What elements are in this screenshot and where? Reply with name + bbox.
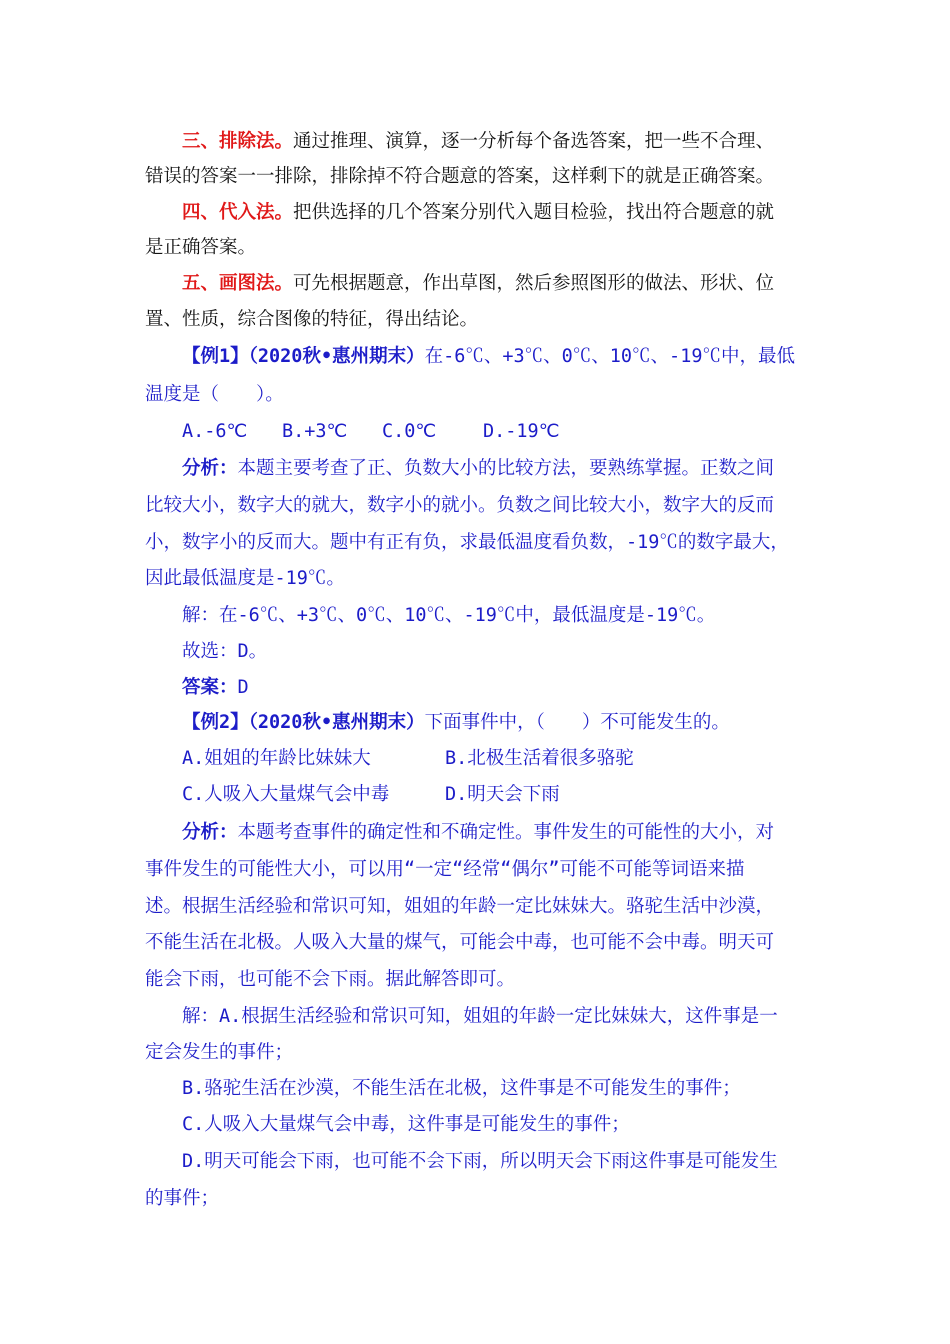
- example-2-analysis-line-4: 不能生活在北极。人吸入大量的煤气，可能会中毒，也可能不会中毒。明天可: [145, 932, 775, 953]
- example-2-solution-a-line-1: 解：A.根据生活经验和常识可知，姐姐的年龄一定比妹妹大，这件事是一: [182, 1006, 778, 1027]
- example-2-solution-d-line-2: 的事件；: [145, 1188, 220, 1209]
- example-1-question-line-1: [182, 345, 795, 369]
- example-1-answer-label: 答案：: [182, 677, 238, 698]
- method-3-line-2: 错误的答案一一排除，排除掉不符合题意的答案，这样剩下的就是正确答案。: [145, 166, 775, 187]
- example-1-option-c: C.0℃: [382, 421, 437, 442]
- method-3-text: 通过推理、演算，逐一分析每个备选答案，把一些不合理、: [293, 131, 775, 152]
- example-2-analysis-line-5: 能会下雨，也可能不会下雨。据此解答即可。: [145, 969, 516, 990]
- example-2-question: 下面事件中，（ ）不可能发生的。: [424, 712, 730, 733]
- example-2-option-c: C.人吸入大量煤气会中毒: [182, 784, 390, 805]
- example-1-option-a: A.-6℃: [182, 421, 248, 442]
- example-2-solution-c: C.人吸入大量煤气会中毒，这件事是可能发生的事件；: [182, 1114, 630, 1135]
- method-5-heading: 五、画图法。: [182, 273, 294, 294]
- example-1-analysis-line-4: 因此最低温度是-19℃。: [145, 568, 345, 589]
- method-5-line-2: 置、性质，综合图像的特征，得出结论。: [145, 309, 479, 330]
- example-2-solution-d-line-1: D.明天可能会下雨，也可能不会下雨，所以明天会下雨这件事是可能发生: [182, 1151, 778, 1172]
- example-1-answer: [182, 676, 249, 700]
- method-5-text: 可先根据题意，作出草图，然后参照图形的做法、形状、位: [293, 273, 775, 294]
- example-2-solution-b: B.骆驼生活在沙漠，不能生活在北极，这件事是不可能发生的事件；: [182, 1078, 741, 1099]
- example-1-source: （2020秋•惠州期末）: [248, 346, 425, 367]
- example-1-analysis-line-1: [182, 457, 774, 481]
- example-1-choice: 故选：D。: [182, 641, 268, 662]
- example-1-analysis-text: 本题主要考查了正、负数大小的比较方法，要熟练掌握。正数之间: [237, 458, 775, 479]
- example-1-option-b: B.+3℃: [282, 421, 348, 442]
- example-1-answer-value: D: [237, 677, 249, 698]
- example-2-analysis-label: 分析：: [182, 822, 238, 843]
- example-1-question-line-2: 温度是（ ）。: [145, 384, 284, 405]
- example-2-analysis-line-3: 述。根据生活经验和常识可知，姐姐的年龄一定比妹妹大。骆驼生活中沙漠，: [145, 896, 775, 917]
- example-2-analysis-line-2: 事件发生的可能性大小，可以用“一定“经常“偶尔”可能不可能等词语来描: [145, 859, 745, 880]
- method-4-line-1: [182, 201, 774, 225]
- example-1-analysis-label: 分析：: [182, 458, 238, 479]
- example-2-option-b: B.北极生活着很多骆驼: [445, 748, 634, 769]
- example-2-analysis-text: 本题考查事件的确定性和不确定性。事件发生的可能性的大小，对: [237, 822, 775, 843]
- method-3-line-1: [182, 130, 774, 154]
- example-2-question-line: [182, 711, 730, 735]
- example-1-analysis-line-2: 比较大小，数字大的就大，数字小的就小。负数之间比较大小，数字大的反而: [145, 495, 775, 516]
- example-1-solution: 解：在-6℃、+3℃、0℃、10℃、-19℃中，最低温度是-19℃。: [182, 605, 716, 626]
- example-2-tag: 【例2】: [182, 712, 249, 733]
- method-4-text: 把供选择的几个答案分别代入题目检验，找出符合题意的就: [293, 202, 775, 223]
- method-4-line-2: 是正确答案。: [145, 237, 257, 258]
- example-1-tag: 【例1】: [182, 346, 249, 367]
- example-2-option-a: A.姐姐的年龄比妹妹大: [182, 748, 371, 769]
- example-2-analysis-line-1: [182, 821, 774, 845]
- method-4-heading: 四、代入法。: [182, 202, 294, 223]
- example-1-question: 在-6℃、+3℃、0℃、10℃、-19℃中，最低: [424, 346, 795, 367]
- example-2-source: （2020秋•惠州期末）: [248, 712, 425, 733]
- example-2-option-d: D.明天会下雨: [445, 784, 560, 805]
- example-1-analysis-line-3: 小，数字小的反而大。题中有正有负，求最低温度看负数，-19℃的数字最大，: [145, 532, 789, 553]
- method-3-heading: 三、排除法。: [182, 131, 294, 152]
- example-2-solution-a-line-2: 定会发生的事件；: [145, 1042, 294, 1063]
- example-1-option-d: D.-19℃: [483, 421, 560, 442]
- method-5-line-1: [182, 272, 774, 296]
